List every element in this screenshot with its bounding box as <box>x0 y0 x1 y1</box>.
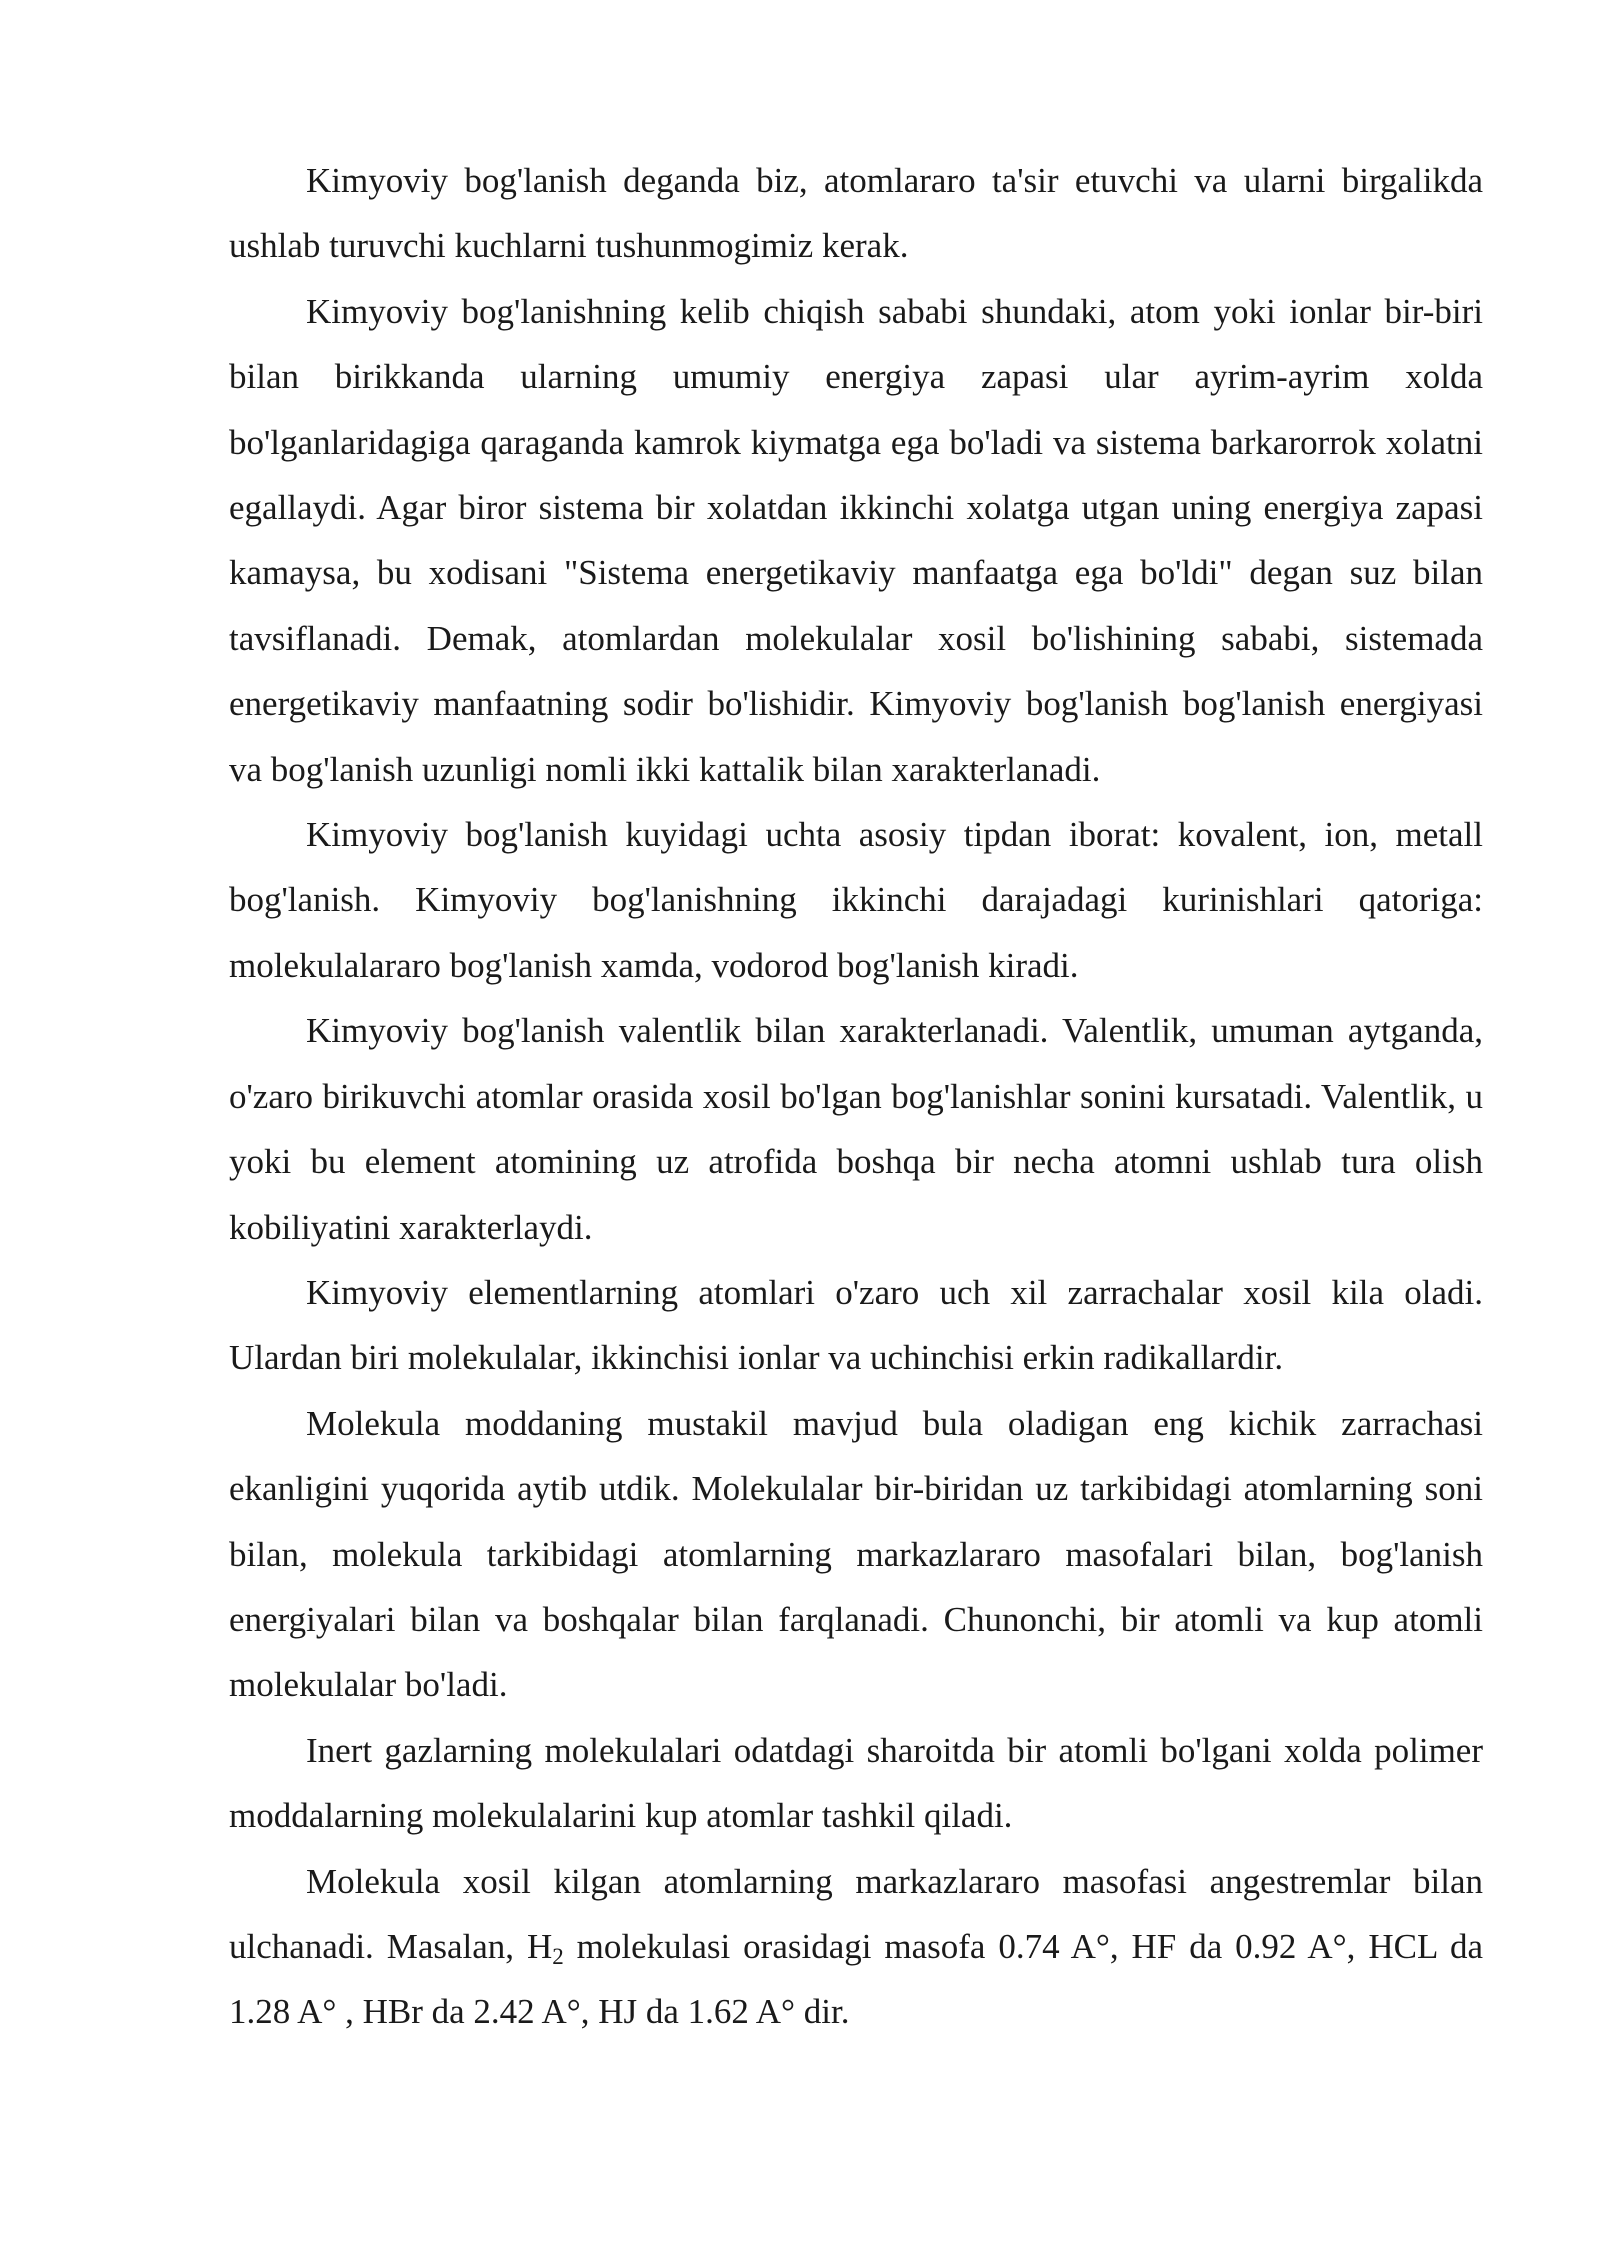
paragraph-8-text-start: Molekula xosil kilgan atomlarning markazlararo masofasi angestremlar bilan ulchanadi. Masalan, H <box>229 1861 1483 1966</box>
paragraph-1: Kimyoviy bog'lanish deganda biz, atomlararo ta'sir etuvchi va ularni birgalikda ushlab turuvchi kuchlarni tushunmogimiz kerak. <box>229 161 1483 266</box>
paragraph-8 <box>229 1849 1483 2045</box>
h2-subscript: 2 <box>552 1943 564 1969</box>
document-page <box>229 148 1483 2045</box>
paragraph-5: Kimyoviy elementlarning atomlari o'zaro uch xil zarrachalar xosil kila oladi. Ulardan biri molekulalar, ikkinchisi ionlar va uchinchisi erkin radikallardir. <box>229 1272 1483 1378</box>
paragraph-7: Inert gazlarning molekulalari odatdagi sharoitda bir atomli bo'lgani xolda polimer moddalarning molekulalarini kup atomlar tashkil qiladi. <box>229 1730 1483 1836</box>
paragraph-6: Molekula moddaning mustakil mavjud bula oladigan eng kichik zarrachasi ekanligini yuqorida aytib utdik. Molekulalar bir-biridan uz tarkibidagi atomlarning soni bilan, molekula tarkibidagi atomlarning markazlararo masofalari bilan, bog'lanish energiyalari bilan va boshqalar bilan farqlanadi. Chunonchi, bir atomli va kup atomli molekulalar bo'ladi. <box>229 1403 1483 1705</box>
paragraph-8-text-end: molekulasi orasidagi masofa 0.74 A°, HF da 0.92 A°, HCL da 1.28 A° , HBr da 2.42 A°, HJ da 1.62 A° dir. <box>229 1926 1483 2032</box>
paragraph-4: Kimyoviy bog'lanish valentlik bilan xarakterlanadi. Valentlik, umuman aytganda, o'zaro birikuvchi atomlar orasida xosil bo'lgan bog'lanishlar sonini kursatadi. Valentlik, u yoki bu element atomining uz atrofida boshqa bir necha atomni ushlab tura olish kobiliyatini xarakterlaydi. <box>229 1011 1483 1247</box>
paragraph-3: Kimyoviy bog'lanish kuyidagi uchta asosiy tipdan iborat: kovalent, ion, metall bog'lanish. Kimyoviy bog'lanishning ikkinchi darajadagi kurinishlari qatoriga: molekulalararo bog'lanish xamda, vodorod bog'lanish kiradi. <box>229 815 1483 985</box>
paragraph-2: Kimyoviy bog'lanishning kelib chiqish sababi shundaki, atom yoki ionlar bir-biri bilan birikkanda ularning umumiy energiya zapasi ular ayrim-ayrim xolda bo'lganlaridagiga qaraganda kamrok kiymatga ega bo'ladi va sistema barkarorrok xolatni egallaydi. Agar biror sistema bir xolatdan ikkinchi xolatga utgan uning energiya zapasi kamaysa, bu xodisani "Sistema energetikaviy manfaatga ega bo'ldi" degan suz bilan tavsiflanadi. Demak, atomlardan molekulalar xosil bo'lishining sababi, sistemada energetikaviy manfaatning sodir bo'lishidir. Kimyoviy bog'lanish bog'lanish energiyasi va bog'lanish uzunligi nomli ikki kattalik bilan xarakterlanadi. <box>229 291 1483 789</box>
